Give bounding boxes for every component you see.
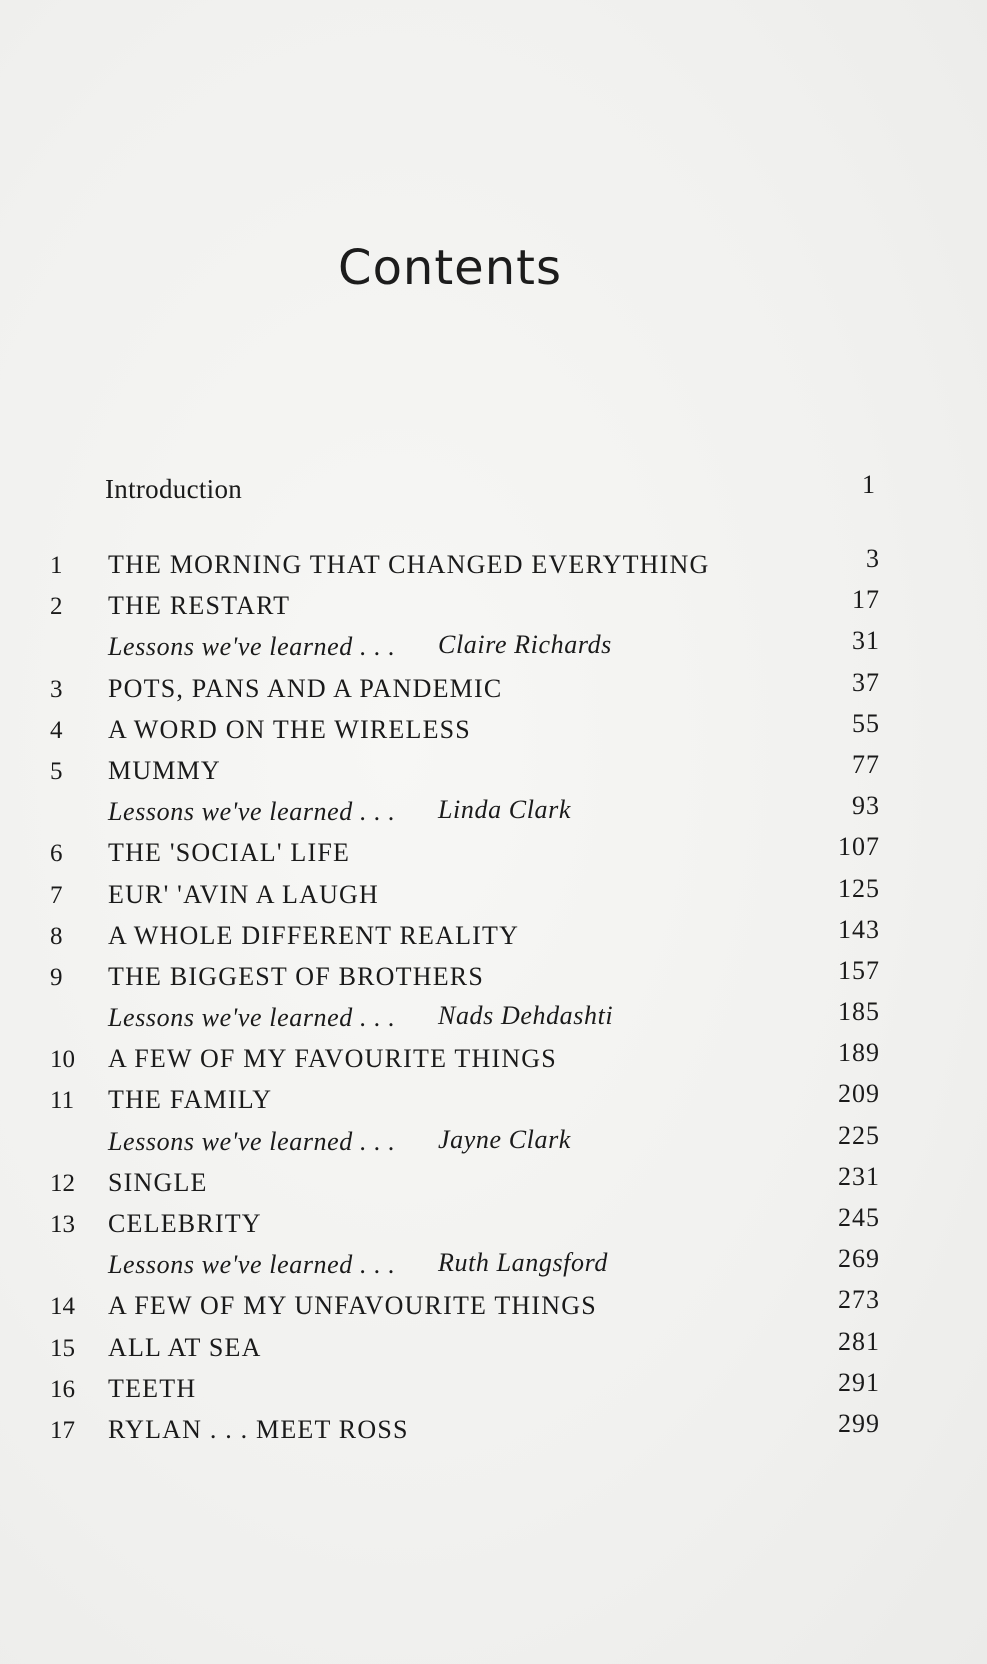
page-number: 281 bbox=[838, 1326, 880, 1356]
toc-chapter-entry bbox=[50, 914, 880, 962]
page-number: 273 bbox=[838, 1285, 880, 1315]
page-number: 225 bbox=[838, 1120, 880, 1150]
lesson-heading: Lessons we've learned . . . bbox=[108, 632, 396, 662]
toc-chapter-entry bbox=[50, 1326, 880, 1374]
chapter-number: 1 bbox=[50, 552, 63, 579]
toc-lesson-entry bbox=[50, 791, 880, 838]
page-number: 291 bbox=[838, 1367, 880, 1397]
chapter-number: 10 bbox=[50, 1046, 75, 1074]
lesson-heading: Lessons we've learned . . . bbox=[108, 1250, 396, 1280]
chapter-number: 12 bbox=[50, 1169, 75, 1197]
page-number: 269 bbox=[838, 1244, 880, 1274]
chapter-title: SINGLE bbox=[108, 1167, 208, 1197]
toc-chapter-entry bbox=[50, 585, 880, 632]
chapter-number: 4 bbox=[50, 716, 63, 744]
page-number: 93 bbox=[852, 791, 880, 821]
chapter-title: CELEBRITY bbox=[108, 1209, 262, 1238]
page-number: 37 bbox=[852, 667, 880, 697]
table-of-contents bbox=[50, 544, 880, 1456]
toc-chapter-entry bbox=[50, 1408, 880, 1456]
page-number: 143 bbox=[838, 914, 880, 944]
lesson-heading: Lessons we've learned . . . bbox=[108, 1126, 396, 1156]
chapter-number: 9 bbox=[50, 963, 63, 991]
toc-lesson-entry bbox=[50, 997, 880, 1044]
intro-page-number: 1 bbox=[862, 470, 875, 499]
toc-chapter-entry bbox=[50, 749, 880, 797]
lesson-author: Ruth Langsford bbox=[438, 1248, 608, 1278]
page-number: 31 bbox=[852, 626, 880, 656]
chapter-title: ALL AT SEA bbox=[108, 1332, 262, 1362]
chapter-number: 2 bbox=[50, 593, 63, 621]
chapter-title: A WORD ON THE WIRELESS bbox=[108, 714, 471, 744]
lesson-heading: Lessons we've learned . . . bbox=[108, 1003, 396, 1033]
lesson-heading: Lessons we've learned . . . bbox=[108, 797, 396, 827]
toc-chapter-entry bbox=[50, 667, 880, 715]
chapter-number: 15 bbox=[50, 1334, 75, 1362]
chapter-title: TEETH bbox=[108, 1373, 197, 1403]
page-number: 17 bbox=[852, 585, 880, 615]
lesson-author: Jayne Clark bbox=[438, 1124, 571, 1154]
chapter-number: 3 bbox=[50, 675, 63, 703]
intro-label: Introduction bbox=[105, 474, 243, 504]
lesson-author: Nads Dehdashti bbox=[438, 1001, 614, 1031]
chapter-number: 14 bbox=[50, 1293, 75, 1321]
page-number: 55 bbox=[852, 708, 880, 738]
chapter-title: THE BIGGEST OF BROTHERS bbox=[108, 961, 484, 991]
chapter-number: 11 bbox=[50, 1087, 75, 1115]
toc-chapter-entry bbox=[50, 873, 880, 921]
page-number: 231 bbox=[838, 1161, 880, 1191]
chapter-number: 17 bbox=[50, 1416, 75, 1444]
page-number: 185 bbox=[838, 997, 880, 1027]
toc-chapter-entry bbox=[50, 544, 880, 591]
chapter-title: A FEW OF MY FAVOURITE THINGS bbox=[108, 1044, 557, 1074]
chapter-title: POTS, PANS AND A PANDEMIC bbox=[108, 673, 503, 703]
chapter-title: THE RESTART bbox=[108, 591, 291, 621]
chapter-title: A FEW OF MY UNFAVOURITE THINGS bbox=[108, 1291, 597, 1321]
lesson-author: Linda Clark bbox=[438, 795, 572, 825]
toc-lesson-entry bbox=[50, 1244, 880, 1291]
chapter-title: RYLAN . . . MEET ROSS bbox=[108, 1414, 409, 1444]
chapter-number: 7 bbox=[50, 881, 63, 909]
toc-chapter-entry bbox=[50, 1161, 880, 1209]
toc-chapter-entry bbox=[50, 1367, 880, 1415]
toc-intro-entry bbox=[105, 470, 875, 514]
toc-chapter-entry bbox=[50, 1285, 880, 1332]
page-title: Contents bbox=[338, 240, 562, 296]
chapter-number: 6 bbox=[50, 840, 63, 868]
toc-chapter-entry bbox=[50, 1203, 880, 1250]
toc-lesson-entry bbox=[50, 1120, 880, 1168]
page-number: 189 bbox=[838, 1038, 880, 1068]
chapter-title: EUR' 'AVIN A LAUGH bbox=[108, 879, 379, 909]
chapter-title: THE FAMILY bbox=[108, 1085, 273, 1115]
page-number: 3 bbox=[866, 544, 880, 573]
chapter-title: MUMMY bbox=[108, 755, 221, 785]
lesson-author: Claire Richards bbox=[438, 630, 612, 660]
toc-chapter-entry bbox=[50, 955, 880, 1003]
chapter-title: THE 'SOCIAL' LIFE bbox=[108, 838, 351, 868]
toc-chapter-entry bbox=[50, 708, 880, 756]
toc-chapter-entry bbox=[50, 1079, 880, 1126]
toc-chapter-entry bbox=[50, 832, 880, 879]
page-number: 209 bbox=[838, 1079, 880, 1109]
chapter-title: THE MORNING THAT CHANGED EVERYTHING bbox=[108, 550, 710, 579]
chapter-title: A WHOLE DIFFERENT REALITY bbox=[108, 920, 520, 950]
chapter-number: 13 bbox=[50, 1211, 75, 1238]
page-number: 125 bbox=[838, 873, 880, 903]
page-number: 245 bbox=[838, 1203, 880, 1232]
page-number: 299 bbox=[838, 1408, 880, 1438]
page-number: 107 bbox=[838, 832, 880, 862]
chapter-number: 8 bbox=[50, 922, 63, 950]
page-number: 77 bbox=[852, 749, 880, 779]
toc-chapter-entry bbox=[50, 1038, 880, 1085]
chapter-number: 16 bbox=[50, 1375, 75, 1403]
chapter-number: 5 bbox=[50, 757, 63, 785]
page-number: 157 bbox=[838, 955, 880, 985]
toc-lesson-entry bbox=[50, 626, 880, 673]
